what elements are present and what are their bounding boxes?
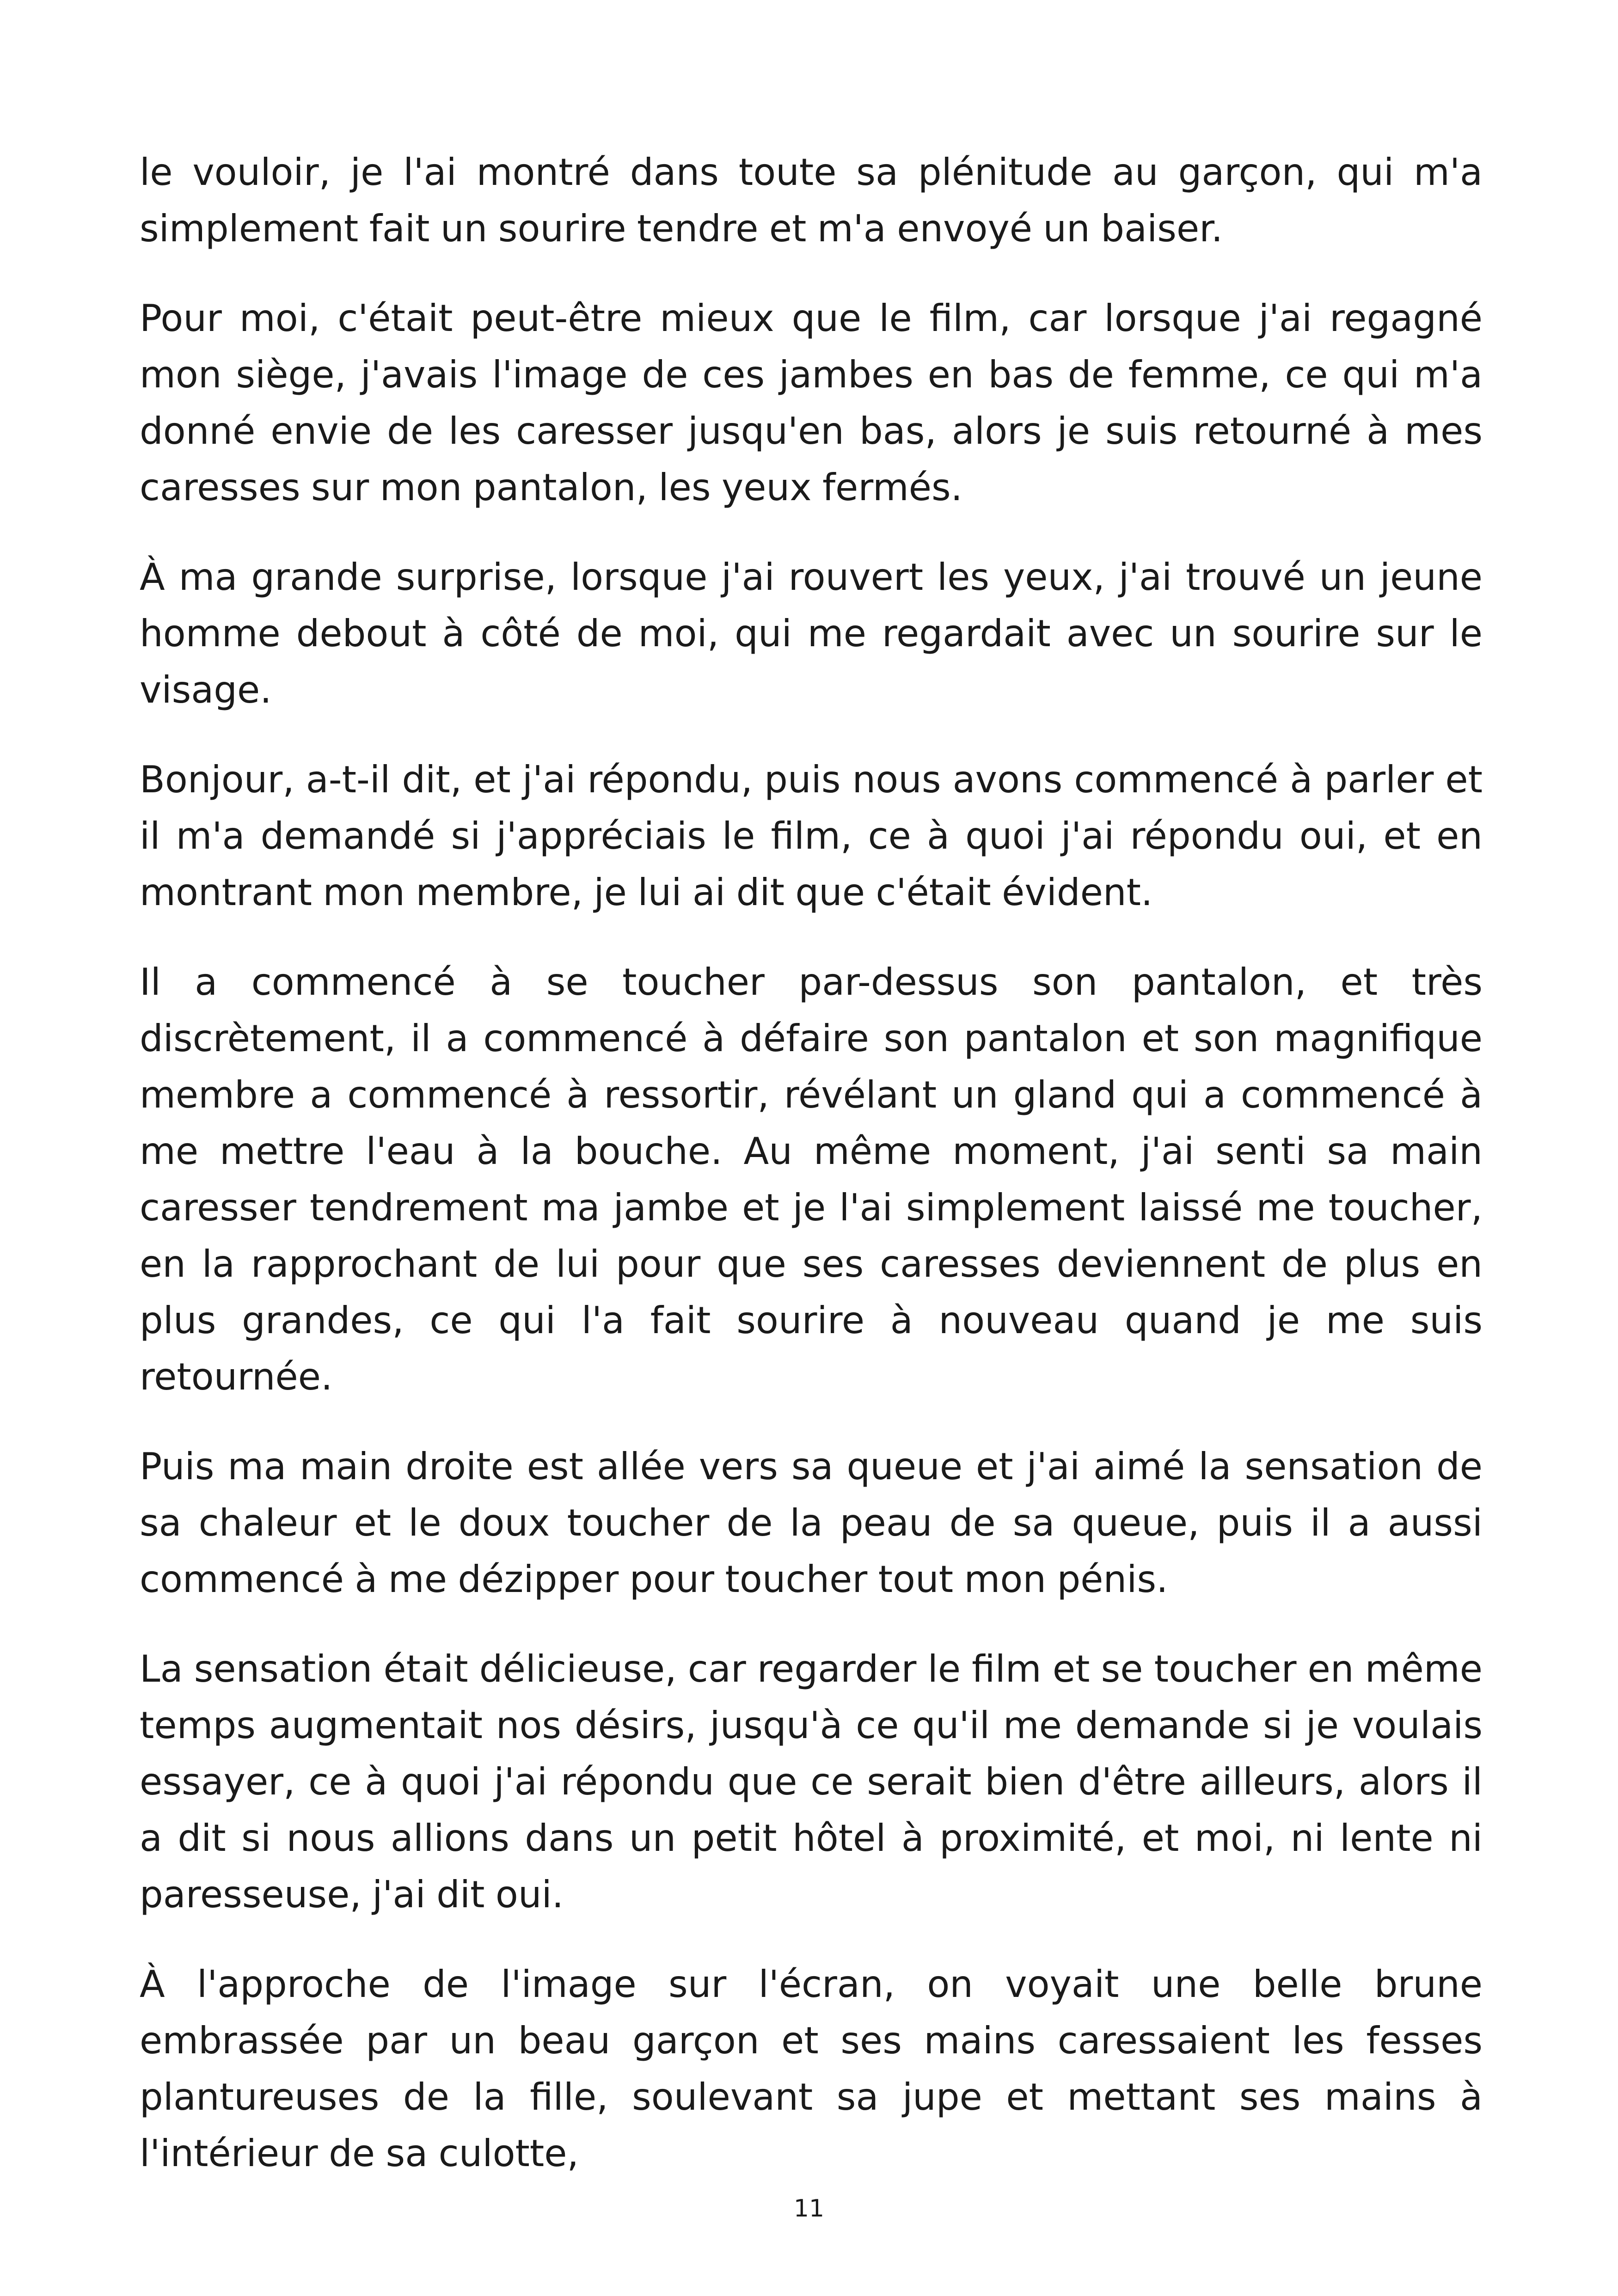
paragraph-2: Pour moi, c'était peut-être mieux que le film, car lorsque j'ai regagné mon siège, j'avais l'image de ces jambes en bas de femme, ce qui m'a donné envie de les caresser jusqu'en bas, alors je suis retourné à mes caresses sur mon pantalon, les yeux fermés. xyxy=(140,297,1483,509)
paragraph-4: Bonjour, a-t-il dit, et j'ai répondu, puis nous avons commencé à parler et il m'a demandé si j'appréciais le film, ce à quoi j'ai répondu oui, et en montrant mon membre, je lui ai dit que c'était évident. xyxy=(140,758,1483,914)
paragraph-3: À ma grande surprise, lorsque j'ai rouvert les yeux, j'ai trouvé un jeune homme debout à côté de moi, qui me regardait avec un sourire sur le visage. xyxy=(140,556,1483,711)
paragraph-7: La sensation était délicieuse, car regarder le film et se toucher en même temps augmentait nos désirs, jusqu'à ce qu'il me demande si je voulais essayer, ce à quoi j'ai répondu que ce serait bien d'être ailleurs, alors il a dit si nous allions dans un petit hôtel à proximité, et moi, ni lente ni paresseuse, j'ai dit oui. xyxy=(140,1647,1483,1916)
page-number: 11 xyxy=(793,2195,825,2223)
paragraph-8: À l'approche de l'image sur l'écran, on voyait une belle brune embrassée par un beau garçon et ses mains caressaient les fesses plantureuses de la fille, soulevant sa jupe et mettant ses mains à l'intérieur de sa culotte, xyxy=(140,1963,1483,2175)
paragraph-6: Puis ma main droite est allée vers sa queue et j'ai aimé la sensation de sa chaleur et le doux toucher de la peau de sa queue, puis il a aussi commencé à me dézipper pour toucher tout mon pénis. xyxy=(140,1445,1483,1601)
text-body xyxy=(140,144,1483,2215)
paragraph-1: le vouloir, je l'ai montré dans toute sa plénitude au garçon, qui m'a simplement fait un sourire tendre et m'a envoyé un baiser. xyxy=(140,151,1483,250)
paragraph-5: Il a commencé à se toucher par-dessus son pantalon, et très discrètement, il a commencé à défaire son pantalon et son magnifique membre a commencé à ressortir, révélant un gland qui a commencé à me mettre l'eau à la bouche. Au même moment, j'ai senti sa main caresser tendrement ma jambe et je l'ai simplement laissé me toucher, en la rapprochant de lui pour que ses caresses deviennent de plus en plus grandes, ce qui l'a fait sourire à nouveau quand je me suis retournée. xyxy=(140,961,1483,1398)
